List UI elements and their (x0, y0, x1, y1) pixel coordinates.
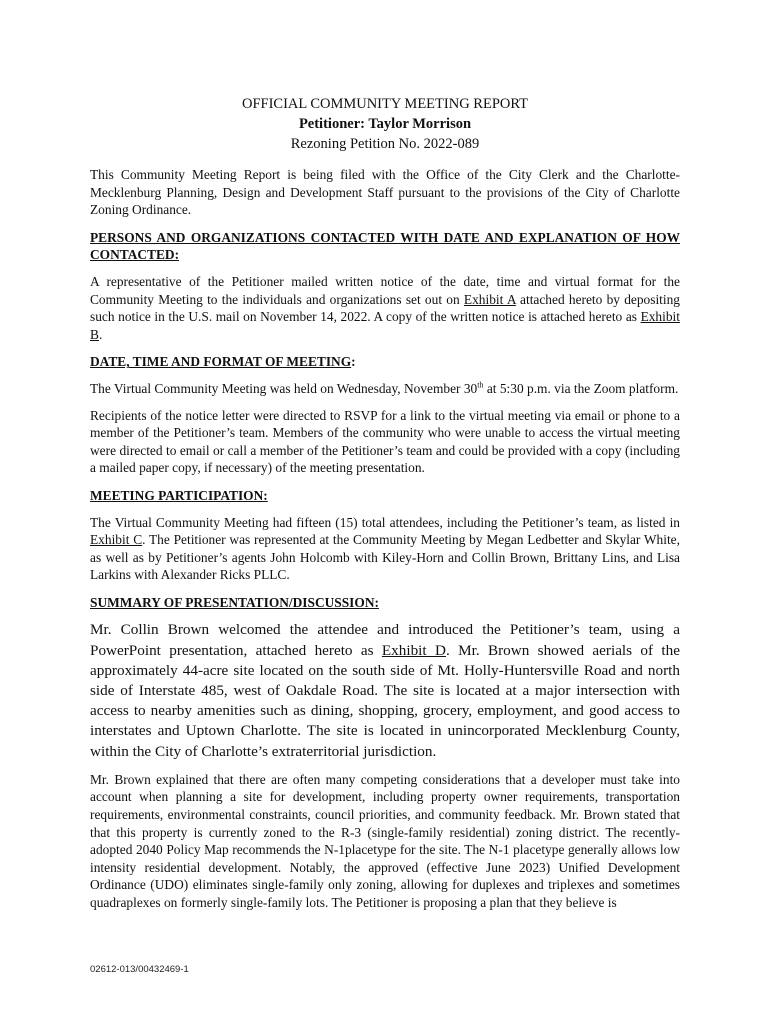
petition-number: Rezoning Petition No. 2022-089 (290, 136, 480, 152)
report-title: OFFICIAL COMMUNITY MEETING REPORT (241, 96, 529, 112)
exhibit-d-reference: Exhibit D (381, 641, 446, 659)
text-run: Mr. Collin Brown welcomed the attendee and introduced the Petitioner’s team, using a PowerPoint presentation, attached hereto as (90, 621, 680, 659)
text-run: . The Petitioner was represented at the Community Meeting by Megan Ledbetter and Skylar White, as well as by Petitioner’s agents John Holcomb with Kiley-Horn and Collin Brown, Brittany Lins, and Lisa Larkins with Alexander Ricks PLLC. (90, 532, 680, 583)
section-heading-meeting-participation: MEETING PARTICIPATION: (90, 487, 268, 503)
ordinal-suffix: th (477, 380, 484, 390)
persons-contacted-paragraph (90, 273, 680, 343)
heading-text: DATE, TIME AND FORMAT OF MEETING (90, 354, 352, 370)
text-run: A representative of the Petitioner mailed written notice of the date, time and virtual format for the Community Meeting to the individuals and organizations set out on (90, 273, 680, 307)
text-run: . Mr. Brown showed aerials of the approximately 44-acre site located on the south side of Mt. Holly-Huntersville Road and north side of Interstate 485, west of Oakdale Road. The site is located at a major intersection with access to nearby amenities such as dining, shopping, grocery, employment, and good access to interstates and Uptown Charlotte. The site is located in unincorporated Mecklenburg County, within the City of Charlotte’s extraterritorial jurisdiction. (90, 641, 680, 760)
text-run: at 5:30 p.m. via the Zoom platform. (483, 380, 679, 396)
text-run: The Virtual Community Meeting was held on Wednesday, November 30 (90, 380, 478, 396)
document-body (90, 94, 680, 912)
section-heading-date-time-format (90, 353, 680, 371)
summary-paragraph-1 (90, 620, 680, 761)
section-heading-summary: SUMMARY OF PRESENTATION/DISCUSSION: (90, 594, 379, 610)
section-heading-persons-contacted: PERSONS AND ORGANIZATIONS CONTACTED WITH DATE AND EXPLANATION OF HOW CONTACTED: (90, 229, 680, 263)
exhibit-a-reference: Exhibit A (463, 291, 516, 307)
petitioner-line: Petitioner: Taylor Morrison (298, 116, 472, 132)
text-run: The Virtual Community Meeting had fifteen (15) total attendees, including the Petitioner’s team, as listed in (90, 514, 680, 530)
rsvp-paragraph: Recipients of the notice letter were directed to RSVP for a link to the virtual meeting via email or phone to a member of the Petitioner’s team. Members of the community who were unable to access the virtual meeting were directed to email or call a member of the Petitioner’s team and could be provided with a copy (including a mailed paper copy, if necessary) of the meeting presentation. (90, 407, 680, 476)
heading-colon: : (351, 354, 356, 370)
exhibit-b-reference: Exhibit B (90, 309, 680, 342)
text-run: . (98, 326, 103, 342)
meeting-date-paragraph (90, 380, 680, 398)
summary-paragraph-2: Mr. Brown explained that there are often many competing considerations that a developer must take into account when planning a site for development, including property owner requirements, transportation requirements, environmental constraints, council priorities, and community feedback. Mr. Brown stated that that this property is currently zoned to the R-3 (single-family residential) zoning district. The recently-adopted 2040 Policy Map recommends the N-1placetype for the site. The N-1 placetype generally allows low intensity residential development. Notably, the approved (effective June 2023) Unified Development Ordinance (UDO) eliminates single-family only zoning, allowing for duplexes and triplexes and sometimes quadraplexes on formerly single-family lots. The Petitioner is proposing a plan that they believe is (90, 771, 680, 911)
document-footer-id: 02612-013/00432469-1 (90, 964, 189, 975)
exhibit-c-reference: Exhibit C (90, 532, 143, 548)
participation-paragraph (90, 514, 680, 584)
report-title-block (90, 94, 680, 154)
text-run: attached hereto by depositing such notice in the U.S. mail on November 14, 2022. A copy of the written notice is attached hereto as (90, 291, 681, 325)
intro-paragraph: This Community Meeting Report is being filed with the Office of the City Clerk and the Charlotte-Mecklenburg Planning, Design and Development Staff pursuant to the provisions of the City of Charlotte Zoning Ordinance. (90, 167, 680, 218)
